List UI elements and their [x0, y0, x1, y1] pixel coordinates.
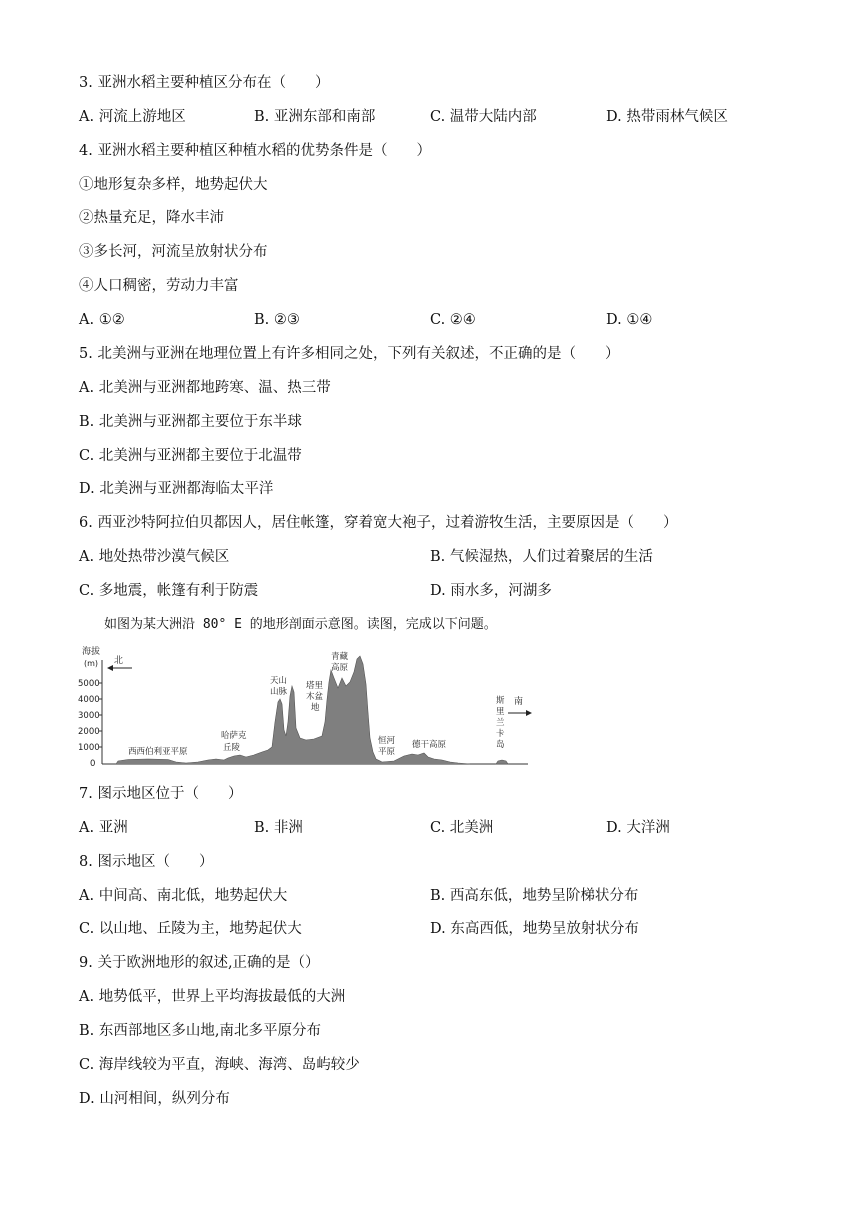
- label-west-siberian-plain: 西西伯利亚平原: [128, 747, 188, 757]
- q5-option-a: A. 北美洲与亚洲都地跨寒、温、热三带: [79, 380, 331, 396]
- terrain-profile-figure: [78, 642, 538, 770]
- label-tianshan-2: 山脉: [270, 687, 288, 697]
- q9-option-a: A. 地势低平，世界上平均海拔最低的大洲: [79, 989, 346, 1005]
- q7-option-b: B. 非洲: [254, 820, 303, 836]
- label-qinghai-tibet-1: 青藏: [331, 652, 349, 662]
- q9-option-d: D. 山河相间，纵列分布: [79, 1091, 230, 1107]
- q3-stem: 3. 亚洲水稻主要种植区分布在（ ）: [79, 75, 330, 91]
- south-label: 南: [514, 697, 524, 707]
- y-tick-3000: 3000: [78, 711, 100, 721]
- q4-option-a: A. ①②: [79, 312, 125, 328]
- q7-option-d: D. 大洋洲: [606, 820, 670, 836]
- q3-option-a: A. 河流上游地区: [79, 109, 186, 125]
- north-arrow-head: [107, 665, 113, 671]
- q9-option-b: B. 东西部地区多山地,南北多平原分布: [79, 1023, 321, 1039]
- q6-option-b: B. 气候湿热，人们过着聚居的生活: [430, 549, 653, 565]
- q8-stem: 8. 图示地区（ ）: [79, 854, 214, 870]
- q3-option-d: D. 热带雨林气候区: [606, 109, 728, 125]
- q4-option-d: D. ①④: [606, 312, 653, 328]
- q4-item-1: ①地形复杂多样，地势起伏大: [79, 177, 268, 193]
- q3-option-b: B. 亚洲东部和南部: [254, 109, 376, 125]
- label-ganges-2: 平原: [378, 747, 396, 757]
- svg-text:岛: 岛: [496, 740, 505, 750]
- q8-option-b: B. 西高东低，地势呈阶梯状分布: [430, 888, 639, 904]
- label-tarim-1: 塔里: [306, 681, 324, 691]
- q9-stem: 9. 关于欧洲地形的叙述,正确的是（）: [79, 955, 320, 971]
- y-tick-0: 0: [90, 759, 96, 769]
- q5-stem: 5. 北美洲与亚洲在地理位置上有许多相同之处，下列有关叙述，不正确的是（ ）: [79, 346, 620, 362]
- svg-text:兰: 兰: [496, 718, 505, 728]
- q9-option-c: C. 海岸线较为平直，海峡、海湾、岛屿较少: [79, 1057, 360, 1073]
- label-kazakh-hills-2: 丘陵: [223, 743, 241, 753]
- q4-item-4: ④人口稠密，劳动力丰富: [79, 278, 239, 294]
- q4-option-c: C. ②④: [430, 312, 476, 328]
- q8-option-d: D. 东高西低，地势呈放射状分布: [430, 921, 639, 937]
- label-deccan-plateau: 德干高原: [412, 740, 447, 750]
- svg-text:里: 里: [496, 707, 505, 717]
- y-ticks: [78, 679, 102, 769]
- q4-option-b: B. ②③: [254, 312, 300, 328]
- label-sri-lanka: [496, 695, 505, 750]
- south-arrow-head: [526, 710, 532, 716]
- y-tick-4000: 4000: [78, 695, 100, 705]
- q6-option-a: A. 地处热带沙漠气候区: [79, 549, 230, 565]
- label-qinghai-tibet-2: 高原: [331, 663, 349, 673]
- label-tianshan-1: 天山: [270, 676, 288, 686]
- q7-stem: 7. 图示地区位于（ ）: [79, 786, 243, 802]
- q8-option-c: C. 以山地、丘陵为主，地势起伏大: [79, 921, 302, 937]
- y-tick-2000: 2000: [78, 727, 100, 737]
- y-axis-unit: (m): [84, 659, 99, 668]
- q6-option-c: C. 多地震，帐篷有利于防震: [79, 583, 259, 599]
- q4-item-3: ③多长河，河流呈放射状分布: [79, 244, 268, 260]
- q8-option-a: A. 中间高、南北低，地势起伏大: [79, 888, 288, 904]
- q5-option-b: B. 北美洲与亚洲都主要位于东半球: [79, 414, 302, 430]
- label-tarim-2: 木盆: [306, 692, 324, 702]
- label-ganges-1: 恒河: [378, 736, 396, 746]
- svg-text:卡: 卡: [496, 729, 505, 739]
- q5-option-c: C. 北美洲与亚洲都主要位于北温带: [79, 448, 302, 464]
- q6-stem: 6. 西亚沙特阿拉伯贝都因人，居住帐篷，穿着宽大袍子，过着游牧生活，主要原因是（ ）: [79, 515, 678, 531]
- q4-item-2: ②热量充足，降水丰沛: [79, 210, 224, 226]
- q5-option-d: D. 北美洲与亚洲都海临太平洋: [79, 481, 274, 497]
- y-tick-1000: 1000: [78, 743, 100, 753]
- q7-option-c: C. 北美洲: [430, 820, 494, 836]
- q7-option-a: A. 亚洲: [79, 820, 128, 836]
- q4-stem: 4. 亚洲水稻主要种植区种植水稻的优势条件是（ ）: [79, 143, 431, 159]
- north-label: 北: [114, 656, 124, 666]
- y-tick-5000: 5000: [78, 679, 100, 689]
- q6-option-d: D. 雨水多，河湖多: [430, 583, 552, 599]
- y-axis-title: 海拔: [82, 647, 101, 657]
- label-kazakh-hills-1: 哈萨克: [221, 731, 247, 741]
- svg-text:斯: 斯: [496, 696, 505, 706]
- label-tarim-3: 地: [311, 703, 320, 713]
- q3-option-c: C. 温带大陆内部: [430, 109, 537, 125]
- figure-intro: 如图为某大洲沿 80° E 的地形剖面示意图。读图，完成以下问题。: [104, 617, 497, 632]
